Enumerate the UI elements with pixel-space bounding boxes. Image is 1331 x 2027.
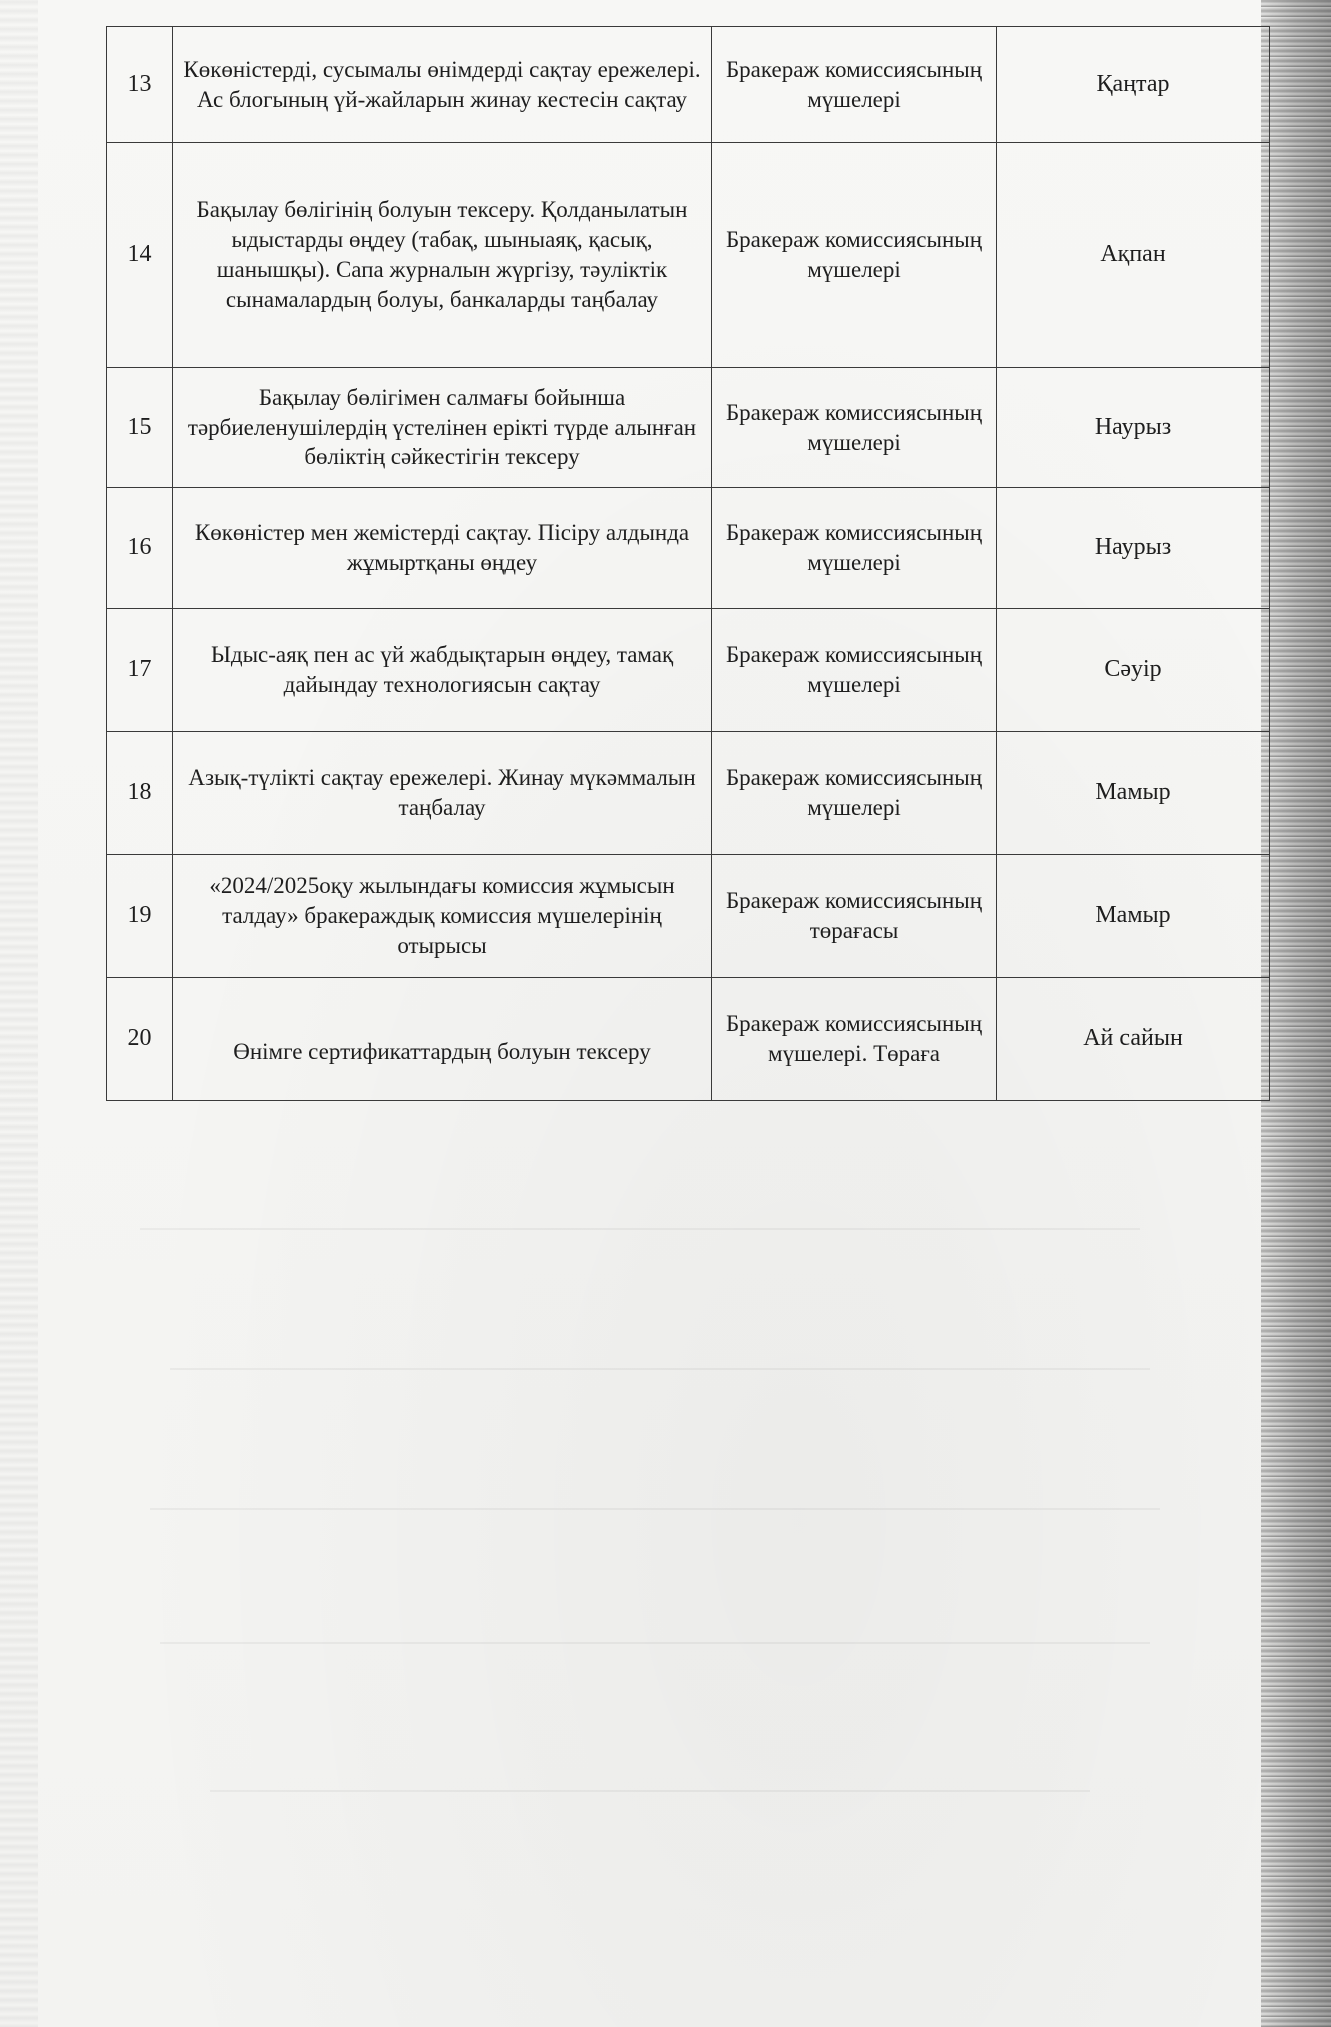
scan-edge-right [1261,0,1331,2027]
responsible-cell: Бракераж комиссиясының мүшелері [712,488,997,609]
table-row [107,143,1270,368]
row-number: 15 [107,368,173,488]
row-number: 19 [107,855,173,978]
show-through-line [140,1228,1140,1230]
deadline-month: Наурыз [997,488,1270,609]
responsible-cell: Бракераж комиссиясының мүшелері [712,732,997,855]
commission-plan-table [106,26,1270,1101]
deadline-month: Ай сайын [997,978,1270,1101]
task-description: Көкөністер мен жемістерді сақтау. Пісіру алдында жұмыртқаны өңдеу [173,488,712,609]
responsible-cell: Бракераж комиссиясының мүшелері. Төраға [712,978,997,1101]
deadline-month: Мамыр [997,855,1270,978]
row-number: 17 [107,609,173,732]
deadline-month: Қаңтар [997,27,1270,143]
show-through-line [150,1508,1160,1510]
show-through-line [210,1790,1090,1792]
task-description: Бақылау бөлігімен салмағы бойынша тәрбиеленушілердің үстелінен ерікті түрде алынған бөліктің сәйкестігін тексеру [173,368,712,488]
deadline-month: Мамыр [997,732,1270,855]
deadline-month: Наурыз [997,368,1270,488]
row-number: 20 [107,978,173,1101]
table-row [107,609,1270,732]
row-number: 13 [107,27,173,143]
deadline-month: Ақпан [997,143,1270,368]
task-description: «2024/2025оқу жылындағы комиссия жұмысын талдау» бракераждық комиссия мүшелерінің отырысы [173,855,712,978]
table-row [107,488,1270,609]
row-number: 18 [107,732,173,855]
task-description: Өнімге сертификаттардың болуын тексеру [173,978,712,1101]
responsible-cell: Бракераж комиссиясының мүшелері [712,609,997,732]
row-number: 14 [107,143,173,368]
responsible-cell: Бракераж комиссиясының мүшелері [712,143,997,368]
table-row [107,27,1270,143]
responsible-cell: Бракераж комиссиясының мүшелері [712,368,997,488]
responsible-cell: Бракераж комиссиясының төрағасы [712,855,997,978]
table-row [107,978,1270,1101]
deadline-month: Сәуір [997,609,1270,732]
task-description: Бақылау бөлігінің болуын тексеру. Қолданылатын ыдыстарды өңдеу (табақ, шыныаяқ, қасық, шанышқы). Сапа журналын жүргізу, тәуліктік сынамалардың болуы, банкаларды таңбалау [173,143,712,368]
table-row [107,855,1270,978]
show-through-line [170,1368,1150,1370]
task-description: Көкөністерді, сусымалы өнімдерді сақтау ережелері. Ас блогының үй-жайларын жинау кестесін сақтау [173,27,712,143]
scan-edge-left [0,0,38,2027]
task-description: Азық-түлікті сақтау ережелері. Жинау мүкәммалын таңбалау [173,732,712,855]
responsible-cell: Бракераж комиссиясының мүшелері [712,27,997,143]
table-row [107,732,1270,855]
row-number: 16 [107,488,173,609]
show-through-line [160,1642,1150,1644]
table-row [107,368,1270,488]
task-description: Ыдыс-аяқ пен ас үй жабдықтарын өңдеу, тамақ дайындау технологиясын сақтау [173,609,712,732]
